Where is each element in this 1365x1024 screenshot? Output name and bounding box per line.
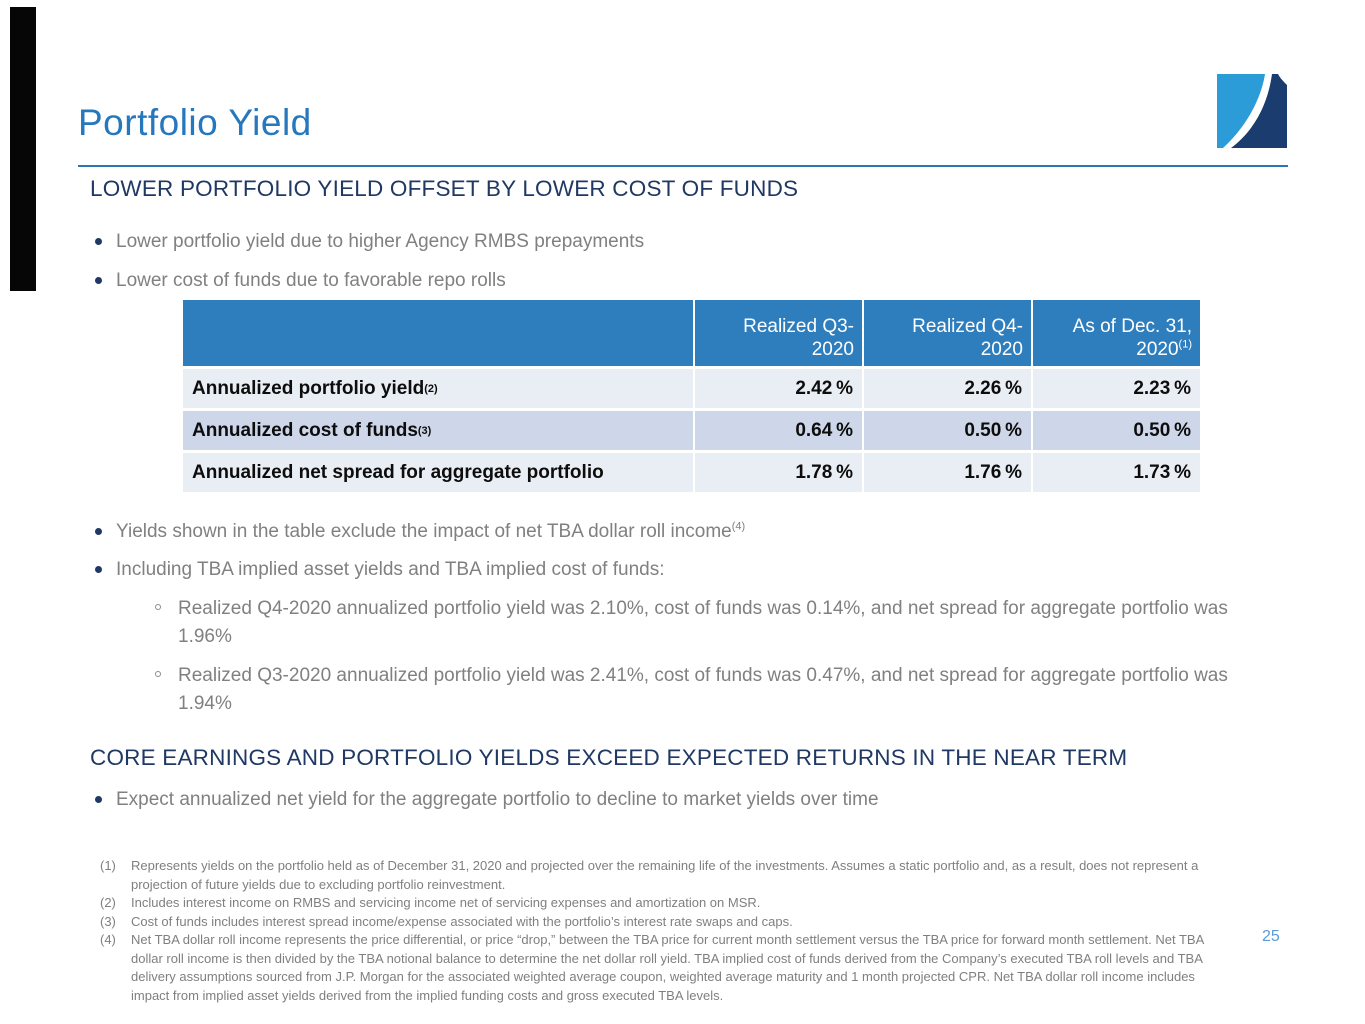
value-cell: 2.42 % bbox=[693, 369, 862, 408]
table-header-row bbox=[183, 300, 1200, 366]
footnote bbox=[100, 913, 1235, 932]
footnote bbox=[100, 857, 1235, 894]
footnote-text: Includes interest income on RMBS and servicing income net of servicing expenses and amortization on MSR. bbox=[131, 895, 761, 910]
bullet-item bbox=[95, 556, 665, 583]
table-header-cell bbox=[1031, 300, 1200, 366]
bullet-item bbox=[95, 518, 745, 545]
table-header-spacer bbox=[183, 300, 693, 366]
value-cell: 0.50 % bbox=[862, 411, 1031, 450]
row-label: Annualized portfolio yield (2) bbox=[183, 369, 693, 408]
bullet-text: Lower portfolio yield due to higher Agency RMBS prepayments bbox=[116, 231, 645, 252]
bullet-dot-icon bbox=[95, 238, 102, 245]
sub-bullet-item bbox=[155, 595, 1255, 651]
yield-table bbox=[183, 300, 1200, 492]
section-heading-1: LOWER PORTFOLIO YIELD OFFSET BY LOWER COST OF FUNDS bbox=[90, 176, 799, 201]
header-line2: 2020 bbox=[980, 339, 1023, 360]
company-logo-icon bbox=[1217, 74, 1287, 148]
table-row bbox=[183, 369, 1200, 408]
bullet-dot-icon bbox=[95, 528, 102, 535]
footnote-number: (1) bbox=[100, 858, 116, 873]
footnote bbox=[100, 931, 1235, 1005]
footnote bbox=[100, 894, 1235, 913]
footnote-text: Represents yields on the portfolio held as of December 31, 2020 and projected over the remaining life of the investments. Assumes a static portfolio and, as a result, does not represent a projection of future yields due to excluding portfolio reinvestment. bbox=[131, 858, 1199, 892]
header-line2: 2020$^{(1)}$ bbox=[1136, 338, 1192, 360]
header-line1: Realized Q4- bbox=[912, 316, 1023, 337]
header-line1: As of Dec. 31, bbox=[1072, 316, 1192, 337]
value-cell: 0.64 % bbox=[693, 411, 862, 450]
bullet-item bbox=[95, 267, 506, 294]
footnotes bbox=[100, 857, 1235, 1005]
bullet-item bbox=[95, 228, 644, 255]
bullet-text: Expect annualized net yield for the aggregate portfolio to decline to market yields over time bbox=[116, 789, 879, 810]
header-line2: 2020 bbox=[811, 339, 854, 360]
section-heading-2: CORE EARNINGS AND PORTFOLIO YIELDS EXCEED EXPECTED RETURNS IN THE NEAR TERM bbox=[90, 745, 1128, 770]
left-edge-black-bar bbox=[10, 7, 36, 291]
bullet-dot-icon bbox=[95, 277, 102, 284]
value-cell: 1.78 % bbox=[693, 453, 862, 492]
header-line1: Realized Q3- bbox=[743, 316, 854, 337]
bullet-text: Lower cost of funds due to favorable repo rolls bbox=[116, 270, 506, 291]
value-cell: 1.73 % bbox=[1031, 453, 1200, 492]
bullet-circle-icon bbox=[155, 671, 161, 677]
sub-bullet-text: Realized Q3-2020 annualized portfolio yield was 2.41%, cost of funds was 0.47%, and net spread for aggregate portfolio was 1.94% bbox=[178, 665, 1228, 714]
footnote-number: (3) bbox=[100, 913, 116, 929]
row-label: Annualized net spread for aggregate portfolio bbox=[183, 453, 693, 492]
title-divider bbox=[78, 165, 1288, 167]
footnote-text: Cost of funds includes interest spread income/expense associated with the portfolio’s interest rate swaps and caps. bbox=[131, 913, 793, 929]
bullet-dot-icon bbox=[95, 796, 102, 803]
bullet-dot-icon bbox=[95, 566, 102, 573]
table-header-cell bbox=[693, 300, 862, 366]
value-cell: 2.26 % bbox=[862, 369, 1031, 408]
sub-bullet-item bbox=[155, 662, 1255, 718]
value-cell: 1.76 % bbox=[862, 453, 1031, 492]
footnote-number: (2) bbox=[100, 895, 116, 910]
page-number: 25 bbox=[1262, 928, 1280, 945]
bullet-text: Yields shown in the table exclude the impact of net TBA dollar roll income$^{(4)}$ bbox=[116, 520, 746, 542]
value-cell: 0.50 % bbox=[1031, 411, 1200, 450]
table-row bbox=[183, 411, 1200, 450]
bullet-circle-icon bbox=[155, 604, 161, 610]
table-header-cell bbox=[862, 300, 1031, 366]
row-label: Annualized cost of funds (3) bbox=[183, 411, 693, 450]
footnote-number: (4) bbox=[100, 932, 116, 947]
page-title: Portfolio Yield bbox=[78, 102, 312, 143]
footnote-text: Net TBA dollar roll income represents the price differential, or price “drop,” between the TBA price for current month settlement versus the TBA price for forward month settlement. Net TBA dollar roll income is then divided by the TBA notional balance to determine the net dollar roll yield. TBA implied cost of funds derived from the Company’s executed TBA roll levels and TBA delivery assumptions sourced from J.P. Morgan for the associated weighted average coupon, weighted average maturity and 1 month projected CPR. Net TBA dollar roll income includes impact from implied asset yields derived from the implied funding costs and gross executed TBA levels. bbox=[131, 932, 1204, 1003]
bullet-item bbox=[95, 786, 879, 813]
sub-bullet-text: Realized Q4-2020 annualized portfolio yield was 2.10%, cost of funds was 0.14%, and net spread for aggregate portfolio was 1.96% bbox=[178, 598, 1228, 647]
table-row bbox=[183, 453, 1200, 492]
bullet-text: Including TBA implied asset yields and TBA implied cost of funds: bbox=[116, 559, 665, 580]
value-cell: 2.23 % bbox=[1031, 369, 1200, 408]
